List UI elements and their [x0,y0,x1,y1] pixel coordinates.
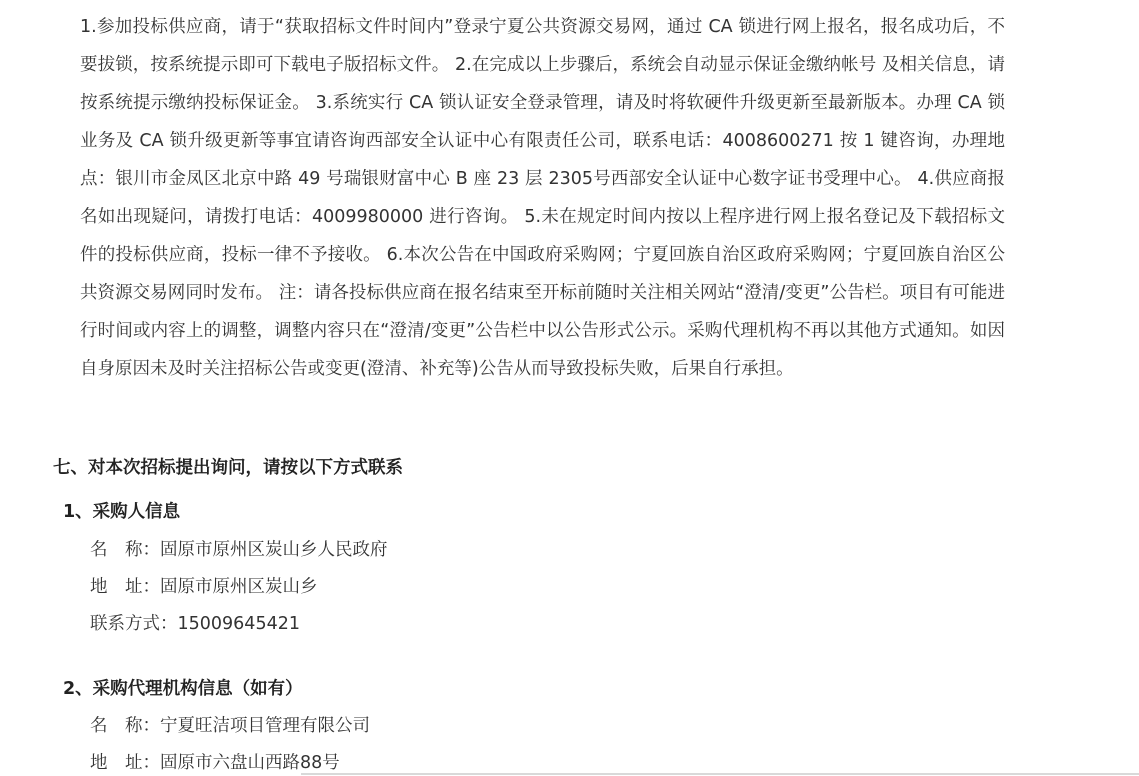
agency-name-row [90,711,370,741]
bottom-divider [301,773,1139,775]
purchaser-info-heading: 1、采购人信息 [63,502,181,522]
agency-address-label: 地 址： [90,753,160,773]
purchaser-name-label: 名 称： [90,540,160,560]
contact-section-heading: 七、对本次招标提出询问，请按以下方式联系 [53,458,403,478]
purchaser-contact-label: 联系方式： [90,614,178,634]
agency-address-value: 固原市六盘山西路88号 [160,753,340,773]
purchaser-contact-row [90,609,300,639]
agency-name-value: 宁夏旺洁项目管理有限公司 [160,716,370,736]
agency-name-label: 名 称： [90,716,160,736]
purchaser-address-label: 地 址： [90,577,160,597]
notice-paragraph: 1.参加投标供应商，请于“获取招标文件时间内”登录宁夏公共资源交易网，通过 CA 锁进行网上报名，报名成功后，不要拔锁，按系统提示即可下载电子版招标文件。 2.在完成以上步骤后，系统会自动显示保证金缴纳帐号 及相关信息，请按系统提示缴纳投标保证金。 3.系统实行 CA 锁认证安全登录管理，请及时将软硬件升级更新至最新版本。办理 CA 锁业务及 CA 锁升级更新等事宜请咨询西部安全认证中心有限责任公司，联系电话：4008600271 按 1 键咨询，办理地点：银川市金凤区北京中路 49 号瑞银财富中心 B 座 23 层 2305号西部安全认证中心数字证书受理中心。 4.供应商报名如出现疑问，请拨打电话：4009980000 进行咨询。 5.未在规定时间内按以上程序进行网上报名登记及下载招标文件的投标供应商，投标一律不予接收。 6.本次公告在中国政府采购网；宁夏回族自治区政府采购网；宁夏回族自治区公共资源交易网同时发布。 注：请各投标供应商在报名结束至开标前随时关注相关网站“澄清/变更”公告栏。项目有可能进行时间或内容上的调整，调整内容只在“澄清/变更”公告栏中以公告形式公示。采购代理机构不再以其他方式通知。如因自身原因未及时关注招标公告或变更(澄清、补充等)公告从而导致投标失败，后果自行承担。 [80,17,1005,379]
purchaser-name-row [90,535,388,565]
purchaser-contact-value: 15009645421 [177,614,300,634]
purchaser-address-row [90,572,318,602]
agency-info-heading: 2、采购代理机构信息（如有） [63,679,303,699]
purchaser-name-value: 固原市原州区炭山乡人民政府 [160,540,388,560]
agency-address-row [90,748,340,776]
purchaser-address-value: 固原市原州区炭山乡 [160,577,318,597]
